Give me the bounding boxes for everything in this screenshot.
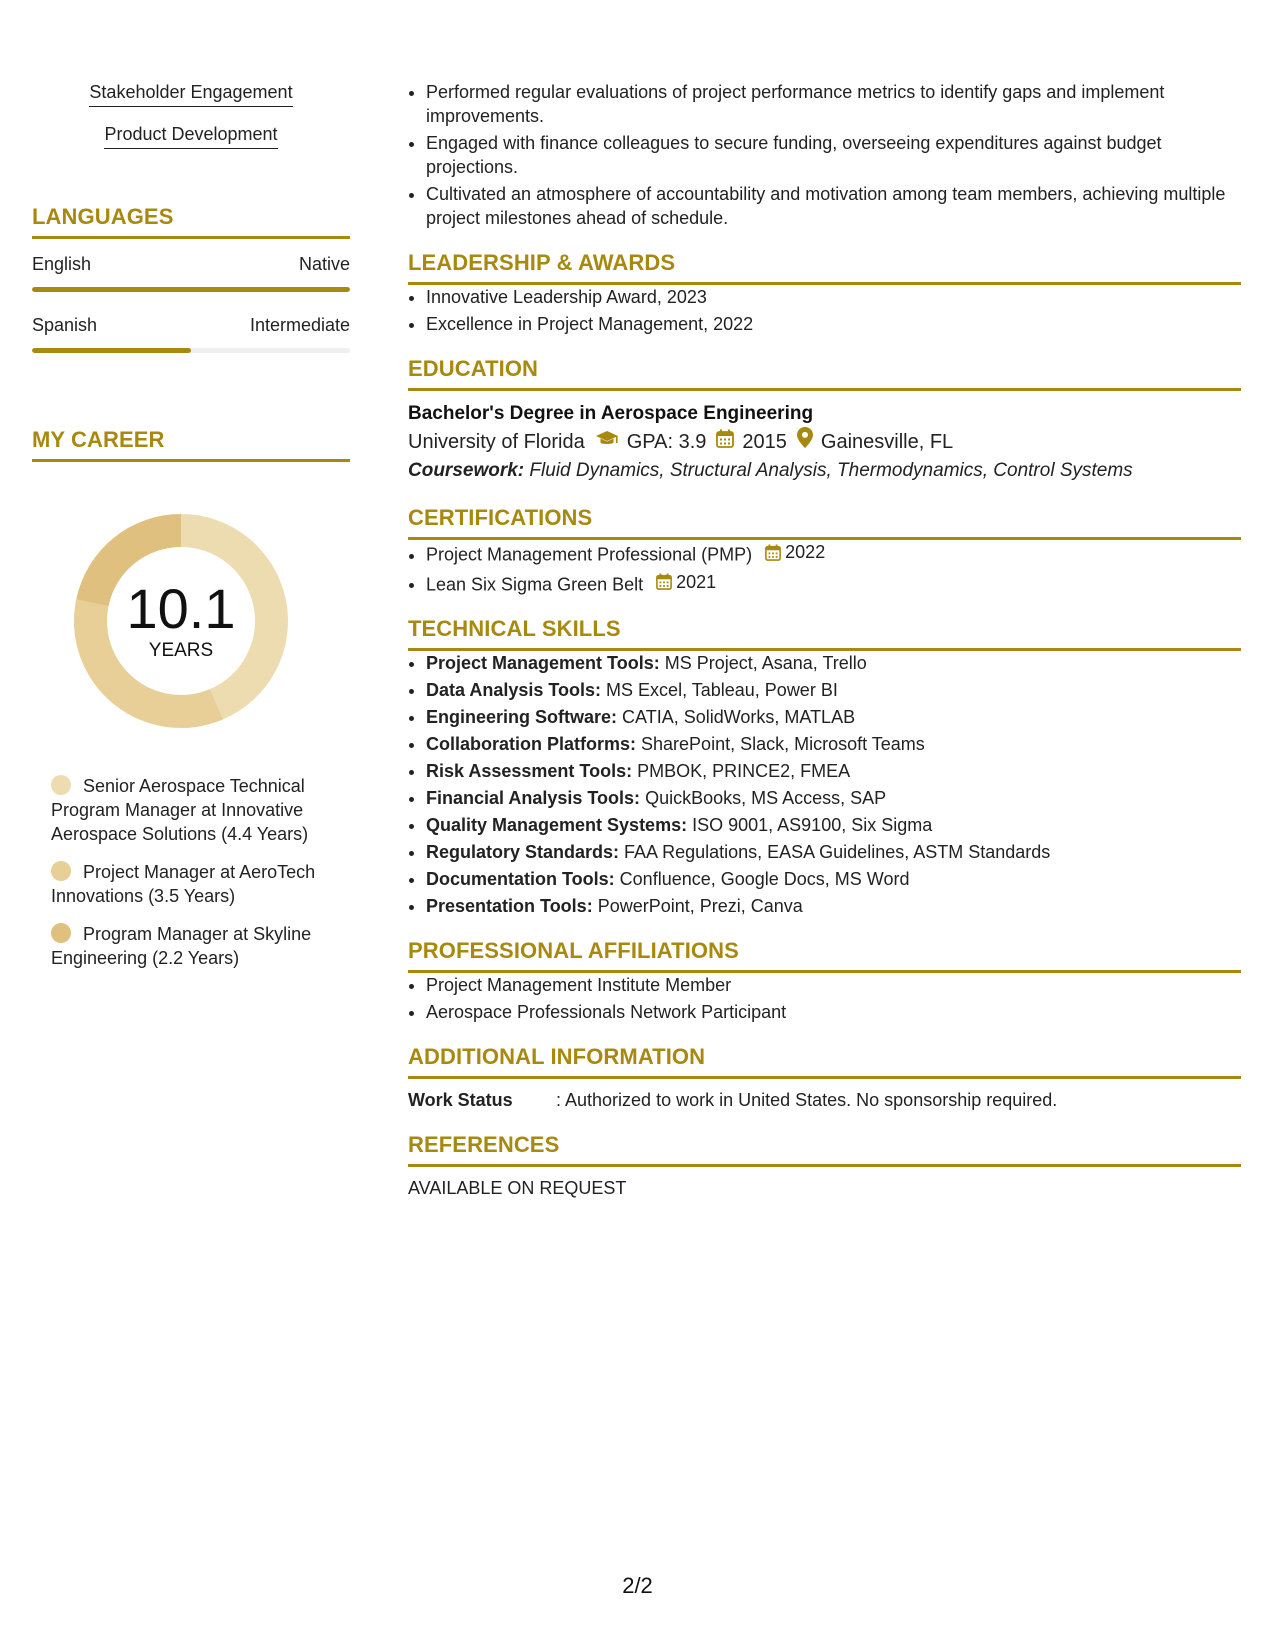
certification-name: Lean Six Sigma Green Belt bbox=[426, 574, 644, 594]
career-total-years: 10.1 bbox=[126, 577, 236, 640]
technical-skill-label: Collaboration Platforms: bbox=[426, 734, 637, 754]
certification-year: 2022 bbox=[785, 542, 826, 562]
location-pin-icon bbox=[797, 427, 813, 457]
technical-skill-value: PowerPoint, Prezi, Canva bbox=[592, 896, 803, 916]
career-donut-center bbox=[66, 506, 296, 736]
experience-bullets bbox=[408, 80, 1241, 230]
education-gpa: GPA: 3.9 bbox=[626, 431, 707, 453]
award-item: • Excellence in Project Management, 2022 bbox=[426, 312, 1241, 336]
technical-skill-item bbox=[426, 894, 1241, 918]
technical-skill-label: Financial Analysis Tools: bbox=[426, 788, 641, 808]
career-legend-dot bbox=[51, 923, 71, 943]
language-level: Intermediate bbox=[249, 315, 350, 335]
calendar-icon bbox=[716, 427, 734, 457]
certification-item bbox=[426, 570, 1241, 597]
affiliations-section bbox=[408, 938, 1241, 1024]
sidebar bbox=[32, 80, 350, 984]
technical-skills-heading: TECHNICAL SKILLS bbox=[408, 616, 1241, 651]
additional-info-heading: ADDITIONAL INFORMATION bbox=[408, 1044, 1241, 1079]
experience-bullet: • Engaged with finance colleagues to secure funding, overseeing expenditures against budget projections. bbox=[426, 131, 1241, 179]
language-level: Native bbox=[298, 254, 350, 274]
career-legend-item bbox=[51, 922, 341, 970]
technical-skill-value: SharePoint, Slack, Microsoft Teams bbox=[636, 734, 925, 754]
technical-skill-item bbox=[426, 840, 1241, 864]
references-heading: REFERENCES bbox=[408, 1132, 1241, 1167]
career-donut-chart bbox=[66, 506, 296, 736]
technical-skill-item bbox=[426, 705, 1241, 729]
skill-tags bbox=[32, 80, 350, 164]
technical-skill-label: Engineering Software: bbox=[426, 707, 618, 727]
technical-skill-label: Project Management Tools: bbox=[426, 653, 660, 673]
language-proficiency-fill bbox=[32, 287, 350, 292]
career-legend-dot bbox=[51, 775, 71, 795]
awards-section bbox=[408, 250, 1241, 336]
education-coursework bbox=[408, 457, 1241, 485]
technical-skill-item bbox=[426, 651, 1241, 675]
technical-skill-label: Quality Management Systems: bbox=[426, 815, 688, 835]
career-total-unit: YEARS bbox=[148, 640, 214, 661]
language-name: Spanish bbox=[32, 315, 98, 335]
language-item bbox=[32, 253, 350, 292]
references-text: AVAILABLE ON REQUEST bbox=[408, 1178, 627, 1198]
education-heading: EDUCATION bbox=[408, 356, 1241, 391]
awards-heading: LEADERSHIP & AWARDS bbox=[408, 250, 1241, 285]
coursework-value: Fluid Dynamics, Structural Analysis, Thermodynamics, Control Systems bbox=[524, 460, 1133, 481]
career-legend-item bbox=[51, 774, 341, 846]
technical-skill-value: MS Excel, Tableau, Power BI bbox=[601, 680, 838, 700]
education-location: Gainesville, FL bbox=[820, 431, 954, 453]
main-content bbox=[408, 80, 1241, 1200]
language-proficiency-bar bbox=[32, 287, 350, 292]
graduation-cap-icon bbox=[595, 427, 619, 457]
career-heading: MY CAREER bbox=[32, 427, 350, 462]
calendar-icon bbox=[765, 544, 781, 561]
career-legend-label: Senior Aerospace Technical Program Manager at Innovative Aerospace Solutions (4.4 Years) bbox=[51, 776, 309, 844]
technical-skill-label: Regulatory Standards: bbox=[426, 842, 620, 862]
affiliation-item: • Project Management Institute Member bbox=[426, 973, 1241, 997]
coursework-label: Coursework: bbox=[408, 460, 525, 481]
affiliation-item: • Aerospace Professionals Network Participant bbox=[426, 1000, 1241, 1024]
experience-bullet: • Cultivated an atmosphere of accountability and motivation among team members, achieving multiple project milestones ahead of schedule. bbox=[426, 182, 1241, 230]
language-name: English bbox=[32, 254, 92, 274]
certification-item bbox=[426, 540, 1241, 567]
language-item bbox=[32, 314, 350, 353]
technical-skill-item bbox=[426, 732, 1241, 756]
language-proficiency-fill bbox=[32, 348, 191, 353]
technical-skill-item bbox=[426, 813, 1241, 837]
work-status-value: : Authorized to work in United States. No sponsorship required. bbox=[556, 1090, 1058, 1110]
education-year: 2015 bbox=[742, 431, 787, 453]
technical-skill-value: ISO 9001, AS9100, Six Sigma bbox=[687, 815, 933, 835]
certifications-section bbox=[408, 505, 1241, 596]
references-section bbox=[408, 1132, 1241, 1200]
technical-skill-item bbox=[426, 867, 1241, 891]
education-meta bbox=[408, 427, 1241, 457]
technical-skill-value: CATIA, SolidWorks, MATLAB bbox=[617, 707, 856, 727]
experience-bullet: • Performed regular evaluations of project performance metrics to identify gaps and implement improvements. bbox=[426, 80, 1241, 128]
education-school: University of Florida bbox=[408, 431, 585, 453]
technical-skill-item bbox=[426, 759, 1241, 783]
certification-year: 2021 bbox=[676, 571, 717, 592]
technical-skill-value: QuickBooks, MS Access, SAP bbox=[640, 788, 887, 808]
language-proficiency-bar bbox=[32, 348, 350, 353]
page-number: 2/2 bbox=[622, 1573, 653, 1598]
technical-skill-item bbox=[426, 786, 1241, 810]
career-legend-dot bbox=[51, 861, 71, 881]
career-legend-label: Project Manager at AeroTech Innovations (3.5 Years) bbox=[51, 862, 316, 906]
technical-skill-value: PMBOK, PRINCE2, FMEA bbox=[632, 761, 851, 781]
additional-info-row bbox=[408, 1088, 1241, 1112]
education-degree: Bachelor's Degree in Aerospace Engineering bbox=[408, 403, 814, 424]
calendar-icon bbox=[656, 573, 672, 590]
technical-skills-section bbox=[408, 616, 1241, 918]
technical-skill-item bbox=[426, 678, 1241, 702]
technical-skill-value: MS Project, Asana, Trello bbox=[659, 653, 867, 673]
technical-skill-label: Documentation Tools: bbox=[426, 869, 615, 889]
technical-skill-label: Risk Assessment Tools: bbox=[426, 761, 633, 781]
affiliations-heading: PROFESSIONAL AFFILIATIONS bbox=[408, 938, 1241, 973]
certification-name: Project Management Professional (PMP) bbox=[426, 544, 753, 565]
technical-skill-label: Presentation Tools: bbox=[426, 896, 593, 916]
technical-skill-label: Data Analysis Tools: bbox=[426, 680, 602, 700]
certifications-heading: CERTIFICATIONS bbox=[408, 505, 1241, 540]
education-section bbox=[408, 356, 1241, 485]
skill-tag: Stakeholder Engagement bbox=[89, 80, 292, 107]
technical-skill-value: FAA Regulations, EASA Guidelines, ASTM Standards bbox=[619, 842, 1051, 862]
career-legend-item bbox=[51, 860, 341, 908]
career-legend bbox=[32, 774, 341, 970]
additional-info-section bbox=[408, 1044, 1241, 1112]
career-legend-label: Program Manager at Skyline Engineering (2.2 Years) bbox=[51, 924, 312, 968]
languages-heading: LANGUAGES bbox=[32, 204, 350, 239]
skill-tag: Product Development bbox=[104, 122, 277, 149]
work-status-label: Work Status bbox=[408, 1090, 513, 1110]
technical-skill-value: Confluence, Google Docs, MS Word bbox=[614, 869, 910, 889]
award-item: • Innovative Leadership Award, 2023 bbox=[426, 285, 1241, 309]
